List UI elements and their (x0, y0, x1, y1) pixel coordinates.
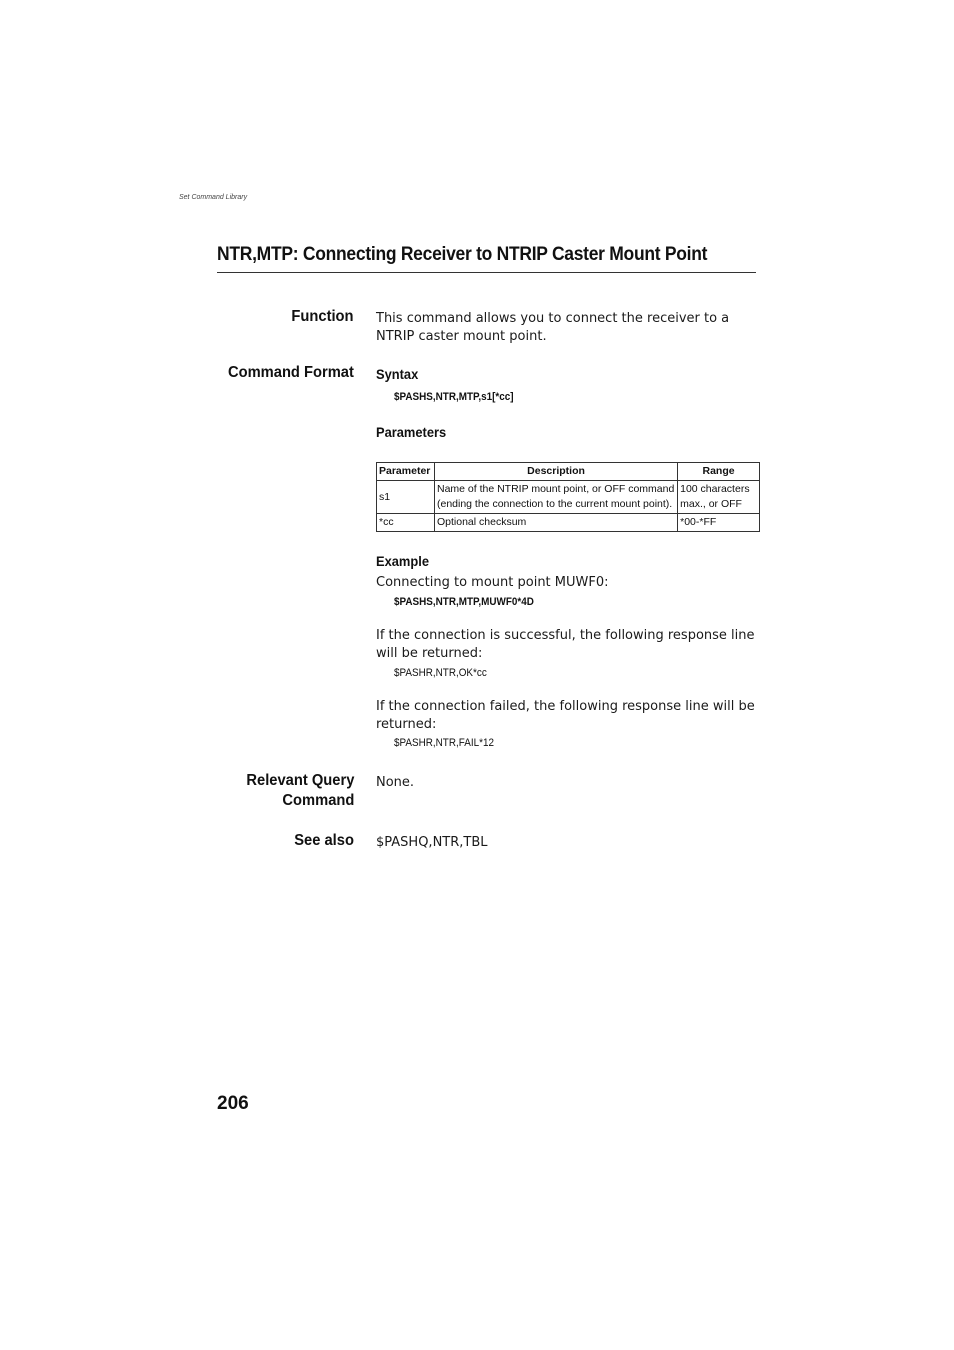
relevant-query-label (246, 771, 354, 811)
relevant-query-label-line: Command (282, 792, 354, 809)
table-cell-param: s1 (377, 481, 435, 514)
parameters-heading: Parameters (376, 424, 447, 440)
range-line: 100 characters (680, 483, 750, 495)
example-heading: Example (376, 553, 429, 569)
table-cell-param: *cc (377, 514, 435, 532)
table-cell-description: Optional checksum (434, 514, 677, 532)
page-number: 206 (217, 1093, 249, 1114)
function-label: Function (291, 308, 354, 325)
table-cell-description (434, 481, 677, 514)
syntax-code: $PASHS,NTR,MTP,s1[*cc] (394, 391, 514, 403)
function-text: This command allows you to connect the receiver to a NTRIP caster mount point. (376, 311, 730, 344)
table-header-row (377, 463, 760, 481)
see-also-label: See also (294, 832, 354, 849)
parameters-table (376, 462, 760, 532)
example-intro: Connecting to mount point MUWF0: (376, 575, 609, 590)
success-response: $PASHR,NTR,OK*cc (394, 667, 487, 679)
success-text: If the connection is successful, the following response line will be returned: (376, 628, 755, 661)
command-format-label: Command Format (228, 364, 354, 381)
fail-response: $PASHR,NTR,FAIL*12 (394, 737, 494, 749)
table-row (377, 481, 760, 514)
example-command: $PASHS,NTR,MTP,MUWF0*4D (394, 596, 534, 608)
page-title: NTR,MTP: Connecting Receiver to NTRIP Caster Mount Point (217, 244, 708, 265)
table-cell-range (678, 481, 760, 514)
table-header-parameter: Parameter (377, 463, 435, 481)
relevant-query-text: None. (376, 775, 415, 790)
table-header-description: Description (434, 463, 677, 481)
syntax-heading: Syntax (376, 366, 419, 382)
title-rule (217, 272, 756, 273)
description-line: Name of the NTRIP mount point, or OFF command (436, 483, 675, 495)
table-header-range: Range (678, 463, 760, 481)
table-cell-range: *00-*FF (678, 514, 760, 532)
fail-text: If the connection failed, the following response line will be returned: (376, 699, 755, 732)
description-line: (ending the connection to the current mount point). (436, 498, 673, 510)
relevant-query-label-line: Relevant Query (246, 772, 354, 789)
running-header: Set Command Library (179, 194, 248, 201)
range-line: max., or OFF (680, 498, 742, 510)
see-also-text: $PASHQ,NTR,TBL (376, 835, 488, 850)
table-row (377, 514, 760, 532)
